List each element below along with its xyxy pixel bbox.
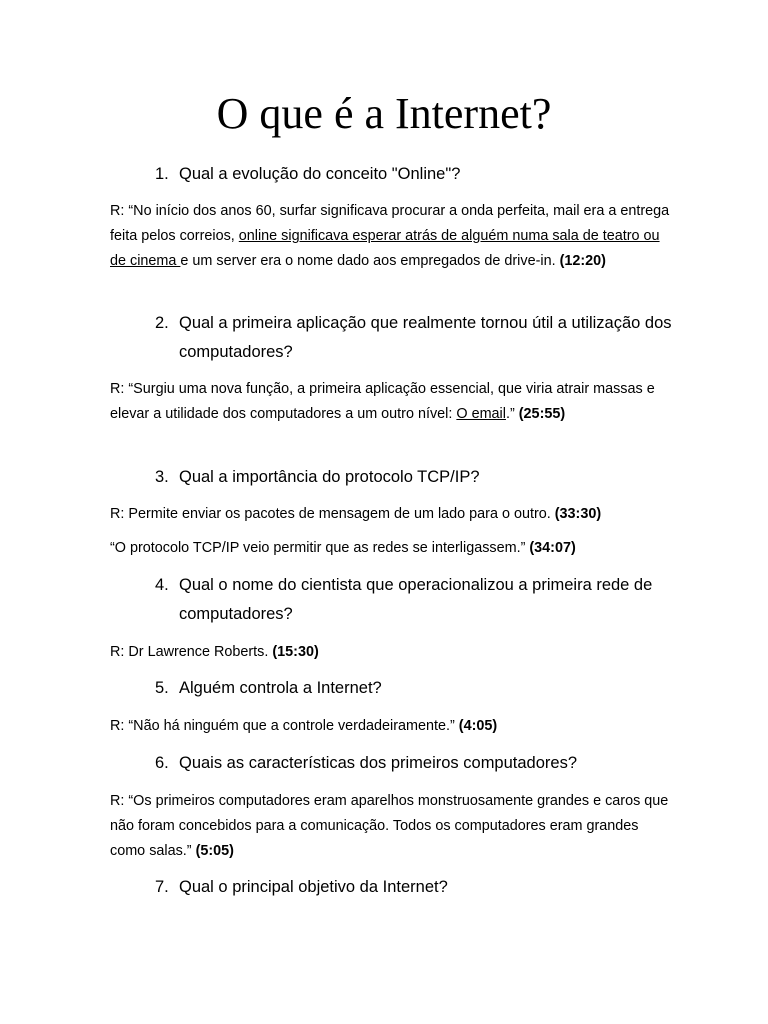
answer-text: R: “Surgiu uma nova função, a primeira aplicação essencial, que viria atrair massas e elevar a utilidade dos computadores a um outro nível: [110, 381, 655, 422]
question-5 [155, 674, 675, 703]
answer-3-quote [110, 536, 670, 561]
question-6 [155, 749, 675, 778]
question-4 [155, 571, 675, 629]
question-number: 5. [155, 679, 169, 697]
question-1 [155, 160, 675, 189]
answer-timestamp: (4:05) [458, 718, 498, 734]
question-text: Qual a importância do protocolo TCP/IP? [179, 468, 480, 486]
answer-text: R: “Não há ninguém que a controle verdadeiramente.” [110, 718, 459, 734]
answer-timestamp: (34:07) [529, 540, 576, 556]
question-2 [155, 309, 675, 367]
answer-2 [110, 377, 670, 427]
answer-text-continued: .” [505, 406, 519, 422]
answer-3 [110, 502, 670, 527]
answer-timestamp: (25:55) [518, 406, 566, 422]
answer-underlined-text: online significava esperar atrás de alguém numa sala de teatro ou de cinema [110, 228, 660, 269]
answer-timestamp: (5:05) [195, 843, 234, 859]
answer-text: R: “Os primeiros computadores eram aparelhos monstruosamente grandes e caros que não foram concebidos para a comunicação. Todos os computadores eram grandes como salas.” [110, 793, 669, 859]
answer-5 [110, 714, 670, 739]
question-number: 6. [155, 754, 169, 772]
question-number: 2. [155, 314, 169, 332]
question-number: 4. [155, 576, 169, 594]
answer-6 [110, 789, 670, 864]
question-7 [155, 873, 675, 902]
answer-text: R: Permite enviar os pacotes de mensagem de um lado para o outro. [110, 506, 555, 522]
answer-4 [110, 640, 670, 665]
question-text: Quais as características dos primeiros computadores? [179, 754, 577, 772]
question-number: 7. [155, 878, 169, 896]
answer-text: R: “No início dos anos 60, surfar significava procurar a onda perfeita, mail era a entrega feita pelos correios, [110, 203, 670, 244]
page-title: O que é a Internet? [216, 89, 552, 138]
answer-text: R: Dr Lawrence Roberts. [110, 644, 273, 660]
answer-underlined-text: O email [456, 406, 506, 422]
answer-timestamp: (12:20) [559, 253, 606, 269]
answer-1 [110, 199, 670, 274]
question-text: Qual a primeira aplicação que realmente tornou útil a utilização dos computadores? [179, 314, 672, 361]
answer-text: “O protocolo TCP/IP veio permitir que as redes se interligassem.” [110, 540, 530, 556]
question-text: Qual o nome do cientista que operacionalizou a primeira rede de computadores? [179, 576, 653, 623]
question-number: 1. [155, 165, 169, 183]
question-3 [155, 463, 675, 492]
question-number: 3. [155, 468, 169, 486]
question-text: Qual o principal objetivo da Internet? [179, 878, 448, 896]
answer-text-continued: e um server era o nome dado aos empregados de drive-in. [180, 253, 560, 269]
question-text: Alguém controla a Internet? [179, 679, 382, 697]
answer-timestamp: (15:30) [272, 644, 319, 660]
question-text: Qual a evolução do conceito "Online"? [179, 165, 461, 183]
answer-timestamp: (33:30) [554, 506, 602, 522]
